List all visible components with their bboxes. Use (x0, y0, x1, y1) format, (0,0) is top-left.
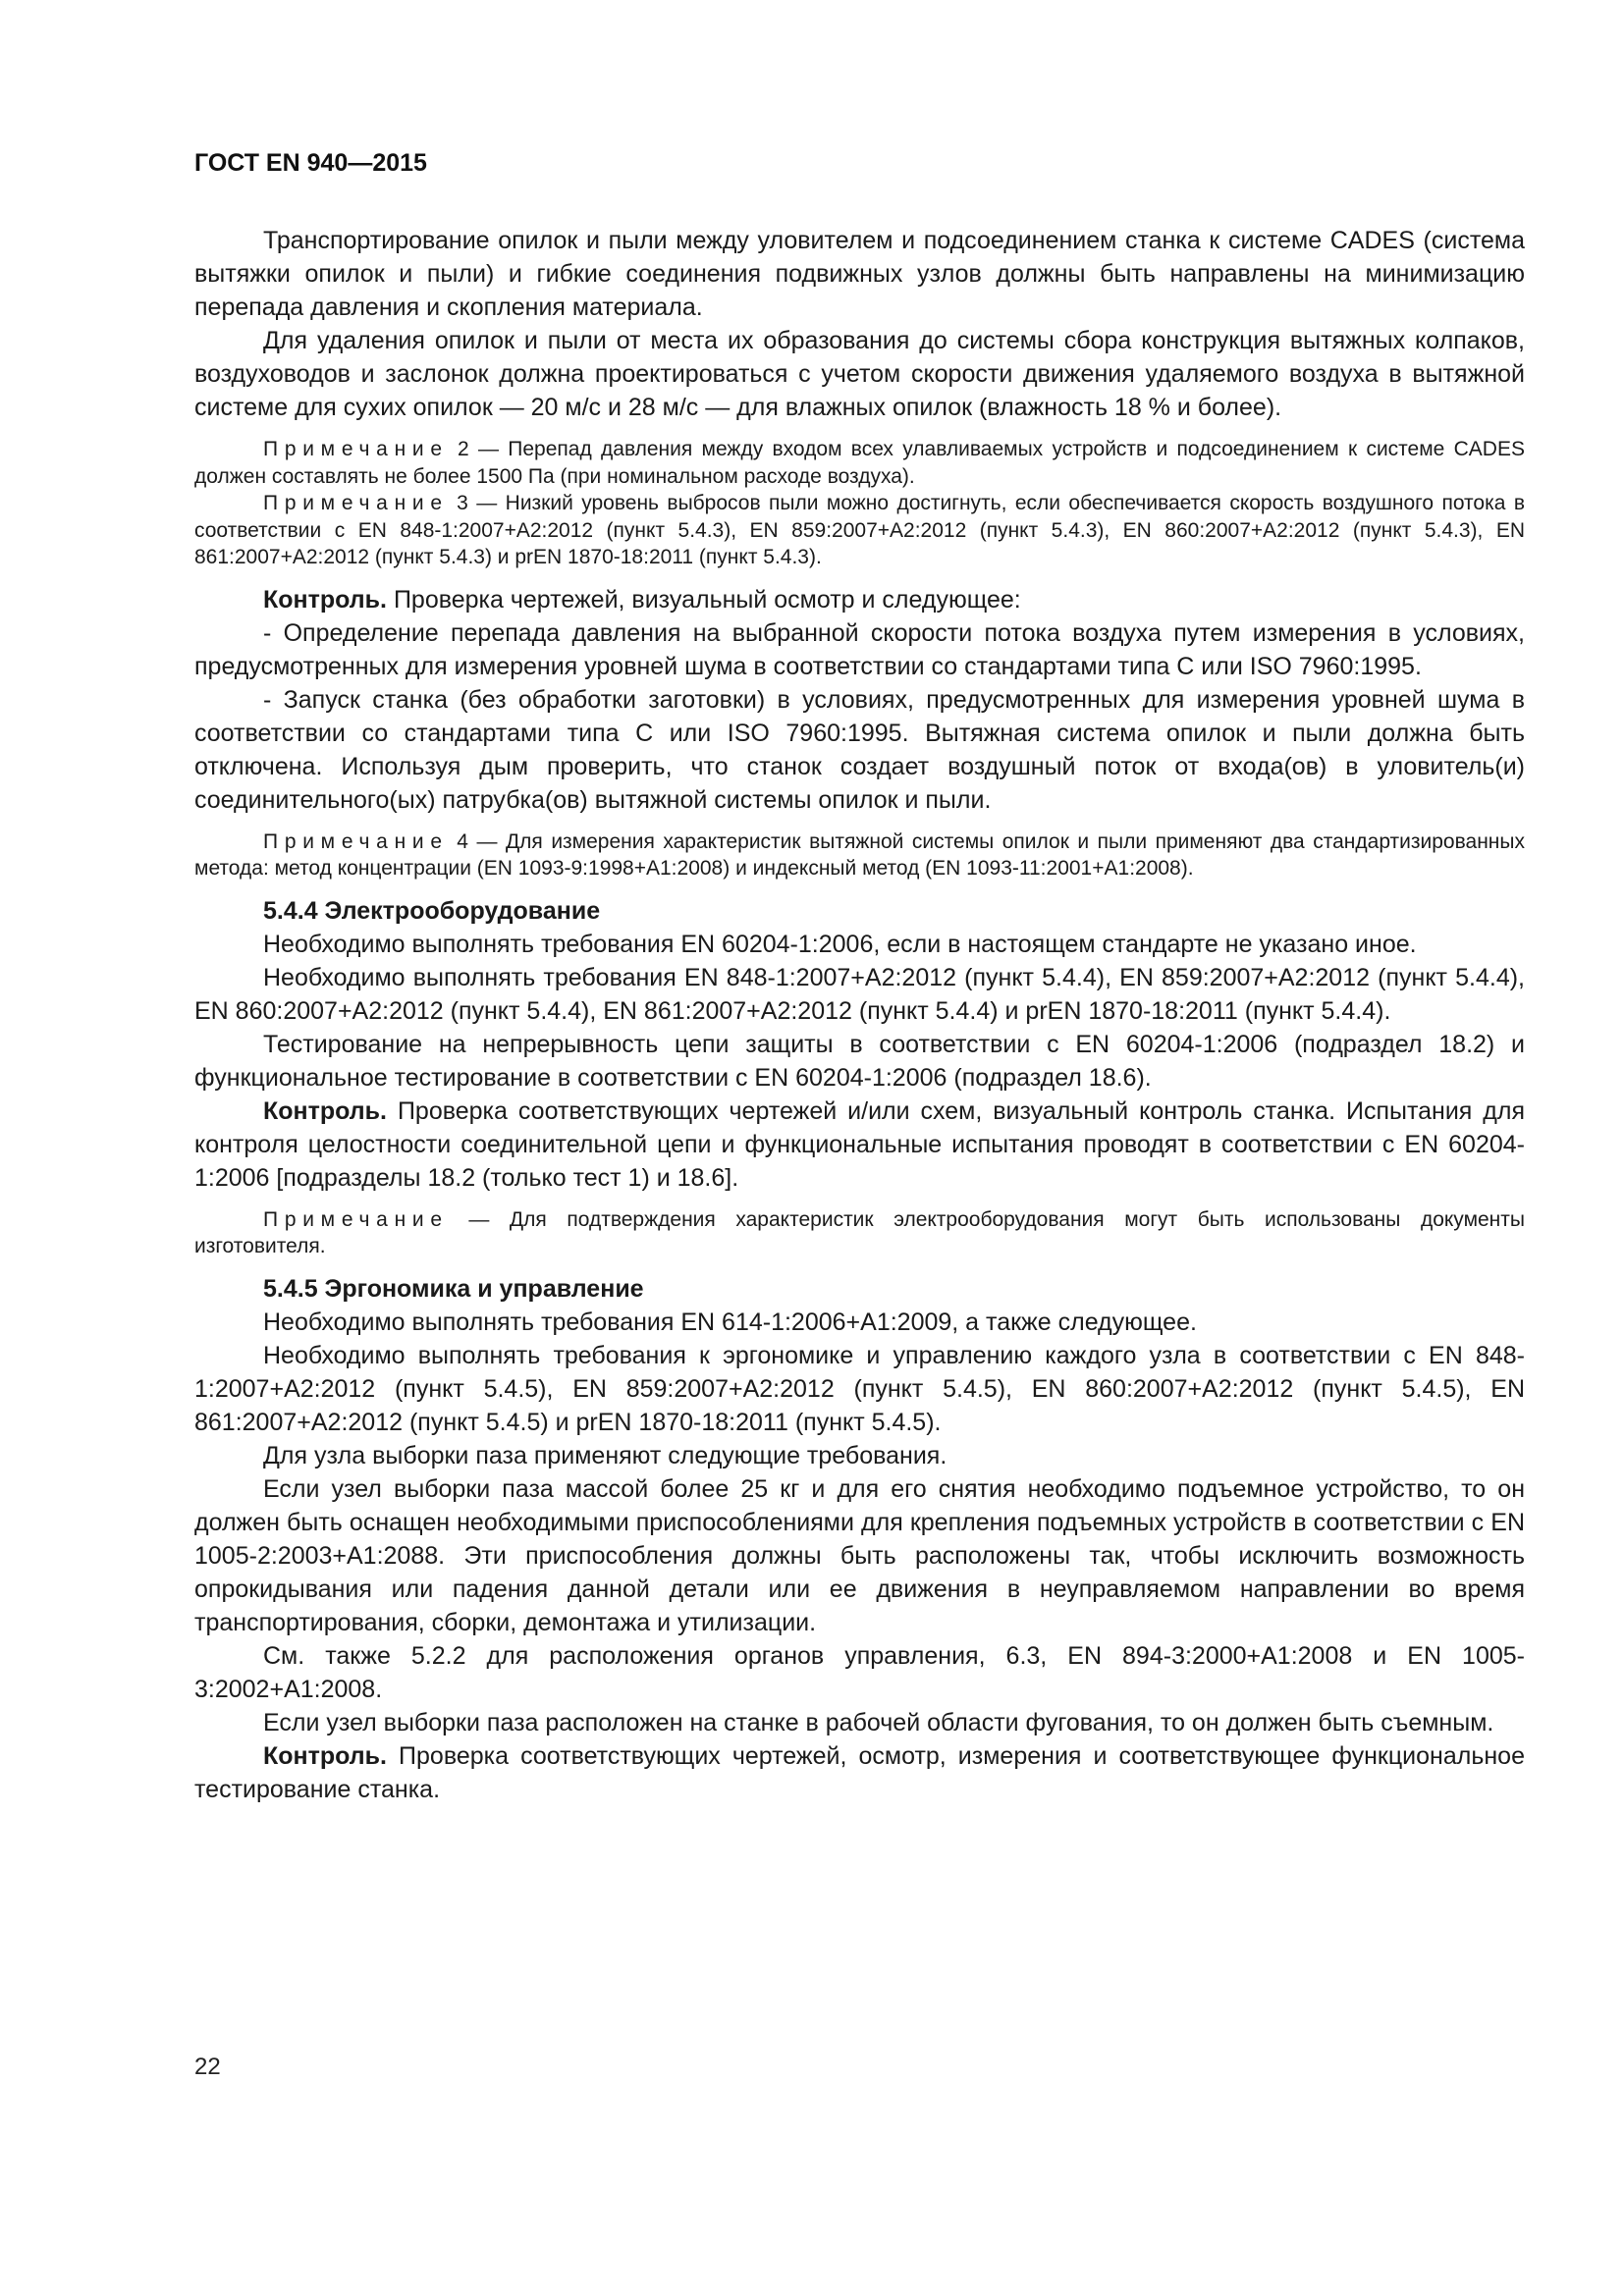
section-heading-5-4-4: 5.4.4 Электрооборудование (263, 896, 601, 925)
paragraph: Для узла выборки паза применяют следующие требования. (263, 1441, 947, 1469)
note-4 (194, 828, 1525, 882)
list-item: - Запуск станка (без обработки заготовки) в условиях, предусмотренных для измерения уровней шума в соответствии со стандартами типа С или ISO 7960:1995. Вытяжная система опилок и пыли должна быть отключена. Используя дым проверить, что станок создает воздушный поток от входа(ов) в уловитель(и) соединительного(ых) патрубка(ов) вытяжной системы опилок и пыли. (194, 685, 1525, 814)
control-label: Контроль. (263, 1741, 387, 1770)
list-item: - Определение перепада давления на выбранной скорости потока воздуха путем измерения в условиях, предусмотренных для измерения уровней шума в соответствии со стандартами типа С или ISO 7960:1995. (194, 618, 1525, 680)
note-3 (194, 490, 1525, 571)
control-paragraph (194, 1739, 1525, 1806)
paragraph: Тестирование на непрерывность цепи защиты в соответствии с EN 60204-1:2006 (подраздел 18.2) и функциональное тестирование в соответствии с EN 60204-1:2006 (подраздел 18.6). (194, 1030, 1525, 1092)
note-label: Примечание (263, 1207, 449, 1231)
note-text: — Для подтверждения характеристик электрооборудования могут быть использованы документы изготовителя. (194, 1207, 1525, 1257)
paragraph: Для удаления опилок и пыли от места их образования до системы сбора конструкция вытяжных колпаков, воздуховодов и заслонок должна проектироваться с учетом скорости движения удаляемого воздуха в вытяжной системе для сухих опилок — 20 м/с и 28 м/с — для влажных опилок (влажность 18 % и более). (194, 327, 1525, 421)
note-text: 3 — Низкий уровень выбросов пыли можно достигнуть, если обеспечивается скорость воздушного потока в соответствии с EN 848-1:2007+A2:2012 (пункт 5.4.3), EN 859:2007+A2:2012 (пункт 5.4.3), EN 860:2007+A2:2012 (пункт 5.4.3), EN 861:2007+A2:2012 (пункт 5.4.3) и prEN 1870-18:2011 (пункт 5.4.3). (194, 492, 1525, 568)
control-text: Проверка соответствующих чертежей, осмотр, измерения и соответствующее функциональное тестирование станка. (194, 1741, 1525, 1803)
control-label: Контроль. (263, 585, 387, 614)
paragraph: Необходимо выполнять требования к эргономике и управлению каждого узла в соответствии с EN 848-1:2007+A2:2012 (пункт 5.4.5), EN 859:2007+A2:2012 (пункт 5.4.5), EN 860:2007+A2:2012 (пункт 5.4.5), EN 861:2007+A2:2012 (пункт 5.4.5) и prEN 1870-18:2011 (пункт 5.4.5). (194, 1341, 1525, 1436)
paragraph: См. также 5.2.2 для расположения органов управления, 6.3, EN 894-3:2000+A1:2008 и EN 1005-3:2002+A1:2008. (194, 1641, 1525, 1703)
note-text: 2 — Перепад давления между входом всех улавливаемых устройств и подсоединением к системе CADES должен составлять не более 1500 Па (при номинальном расходе воздуха). (194, 438, 1525, 488)
paragraph: Необходимо выполнять требования EN 60204-1:2006, если в настоящем стандарте не указано иное. (263, 930, 1417, 958)
control-text: Проверка соответствующих чертежей и/или схем, визуальный контроль станка. Испытания для контроля целостности соединительной цепи и функциональные испытания проводят в соответствии с EN 60204-1:2006 [подразделы 18.2 (только тест 1) и 18.6]. (194, 1096, 1525, 1192)
page-number: 22 (194, 2054, 221, 2080)
paragraph: Если узел выборки паза массой более 25 кг и для его снятия необходимо подъемное устройство, то он должен быть оснащен необходимыми приспособлениями для крепления подъемных устройств в соответствии с EN 1005-2:2003+A1:2088. Эти приспособления должны быть расположены так, чтобы исключить возможность опрокидывания или падения данной детали или ее движения в неуправляемом направлении во время транспортирования, сборки, демонтажа и утилизации. (194, 1474, 1525, 1636)
page-header-title: ГОСТ EN 940—2015 (194, 149, 427, 177)
paragraph: Транспортирование опилок и пыли между уловителем и подсоединением станка к системе CADES (система вытяжки опилок и пыли) и гибкие соединения подвижных узлов должны быть направлены на минимизацию перепада давления и скопления материала. (194, 227, 1525, 321)
note-2 (194, 436, 1525, 490)
paragraph: Необходимо выполнять требования EN 614-1:2006+A1:2009, а также следующее. (263, 1308, 1197, 1336)
note-5 (194, 1206, 1525, 1260)
control-paragraph (194, 1095, 1525, 1195)
note-label: Примечание (263, 438, 449, 460)
control-label: Контроль. (263, 1096, 387, 1125)
control-paragraph (194, 583, 1525, 616)
note-text: 4 — Для измерения характеристик вытяжной системы опилок и пыли применяют два стандартизированных метода: метод концентрации (EN 1093-9:1998+A1:2008) и индексный метод (EN 1093-11:2001+A1:2008). (194, 829, 1525, 880)
paragraph: Необходимо выполнять требования EN 848-1:2007+A2:2012 (пункт 5.4.4), EN 859:2007+A2:2012 (пункт 5.4.4), EN 860:2007+A2:2012 (пункт 5.4.4), EN 861:2007+A2:2012 (пункт 5.4.4) и prEN 1870-18:2011 (пункт 5.4.4). (194, 963, 1525, 1025)
document-body (194, 224, 1525, 1806)
control-text: Проверка чертежей, визуальный осмотр и следующее: (387, 585, 1021, 614)
note-label: Примечание (263, 829, 449, 853)
note-label: Примечание (263, 492, 449, 514)
section-heading-5-4-5: 5.4.5 Эргономика и управление (263, 1274, 644, 1303)
paragraph: Если узел выборки паза расположен на станке в рабочей области фугования, то он должен быть съемным. (263, 1708, 1494, 1736)
